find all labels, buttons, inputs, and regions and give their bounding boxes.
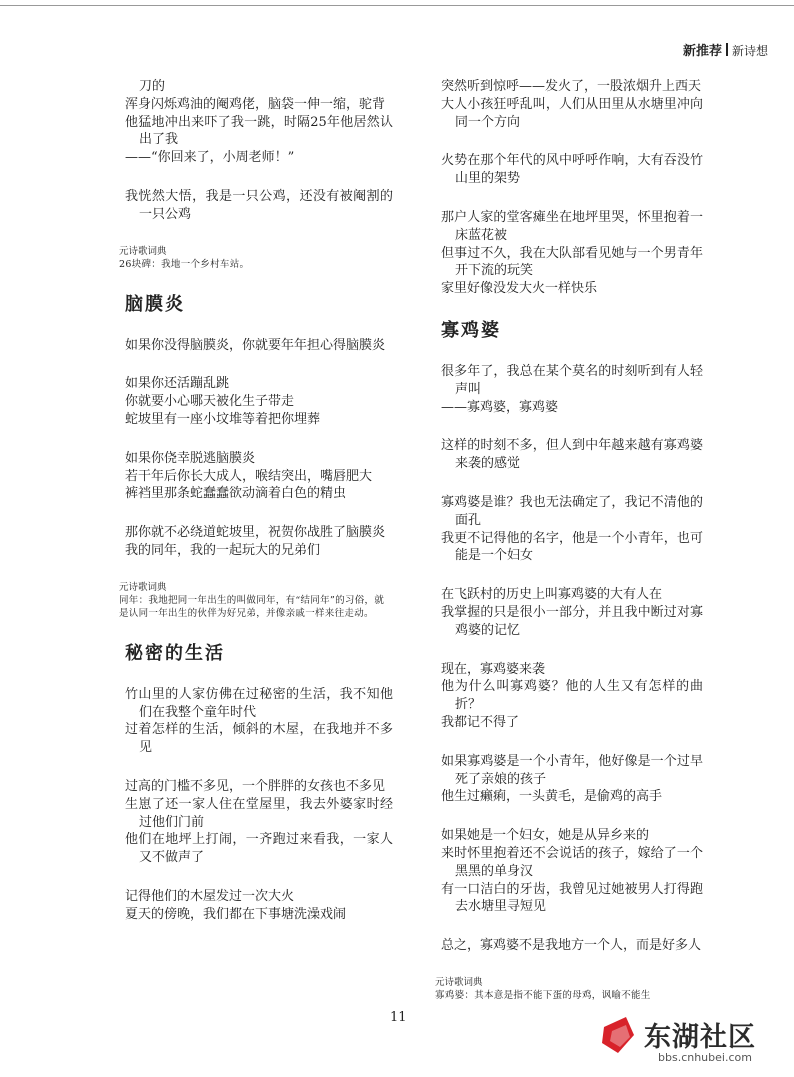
poem-line: 你就要小心哪天被化生子带走 (125, 394, 295, 410)
poem-line: 那户人家的堂客瘫坐在地坪里哭，怀里抱着一床蓝花被 (441, 209, 703, 243)
stanza (441, 937, 703, 955)
stanza (125, 524, 393, 560)
stanza (441, 363, 703, 416)
stanza (125, 450, 393, 503)
poem-line: 浑身闪烁鸡油的阉鸡佬，脑袋一伸一缩，驼背 (125, 96, 386, 112)
stanza (441, 494, 703, 565)
poem-line: 很多年了，我总在某个莫名的时刻听到有人轻声叫 (441, 363, 703, 397)
poem-line: 寡鸡婆是谁？我也无法确定了，我记不清他的面孔 (441, 494, 703, 528)
stanza (441, 437, 703, 473)
page-number: 11 (390, 1010, 407, 1025)
stanza (441, 78, 703, 131)
poem-line: 过高的门槛不多见，一个胖胖的女孩也不多见 (125, 778, 386, 794)
poem-line: 生崽了还一家人住在堂屋里，我去外婆家时经过他们门前 (125, 796, 393, 830)
poem-line: 他猛地冲出来吓了我一跳，时隔25年他居然认出了我 (125, 114, 393, 148)
stanza (125, 375, 393, 428)
stanza (441, 209, 703, 298)
poem-line: ——“你回来了，小周老师！” (125, 150, 295, 166)
stanza (125, 78, 393, 167)
poem-line: 夏天的傍晚，我们都在下事塘洗澡戏闹 (125, 906, 347, 922)
poem-body (125, 686, 393, 924)
poem-line: 家里好像没发大火一样快乐 (441, 281, 598, 297)
stanza (441, 586, 703, 639)
poem-line: 他为什么叫寡鸡婆？他的人生又有怎样的曲折？ (441, 679, 703, 713)
poem-line: 若干年后你长大成人，喉结突出，嘴唇肥大 (125, 468, 373, 484)
poem-line: 裤裆里那条蛇蠢蠢欲动滴着白色的精虫 (125, 486, 347, 502)
poem-line: 火势在那个年代的风中呼呼作响，大有吞没竹山里的架势 (441, 153, 703, 187)
poem-line: 但事过不久，我在大队部看见她与一个男青年开下流的玩笑 (441, 245, 703, 279)
note-text: 同年：我地把同一年出生的叫做同年，有“结同年”的习俗，就是认同一年出生的伙伴为好兄弟，并像亲戚一样来往走动。 (119, 594, 385, 619)
poem-line: 我恍然大悟，我是一只公鸡，还没有被阉割的一只公鸡 (125, 188, 393, 222)
stanza (441, 661, 703, 732)
stanza (441, 827, 703, 916)
poem-line: 在飞跃村的历史上叫寡鸡婆的大有人在 (441, 587, 663, 603)
stanza (125, 778, 393, 867)
poem-title: 秘密的生活 (125, 642, 225, 664)
poem-line: 那你就不必绕道蛇坡里，祝贺你战胜了脑膜炎 (125, 525, 386, 541)
poem-line: 他们在地坪上打闹，一齐跑过来看我，一家人又不做声了 (125, 832, 393, 866)
note-text: 寡鸡婆：其本意是指不能下蛋的母鸡，讽喻不能生 (435, 989, 651, 1001)
poem-line: 如果你侥幸脱逃脑膜炎 (125, 450, 256, 466)
stanza (441, 152, 703, 188)
note-title: 元诗歌词典 (119, 245, 167, 257)
poem-continuation (125, 78, 393, 224)
stanza (441, 753, 703, 806)
poem-line: 突然听到惊呼——发火了，一股浓烟升上西天 (441, 79, 702, 94)
poem-line: 他生过癞痢，一头黄毛，是偷鸡的高手 (441, 789, 663, 805)
watermark-url: bbs.cnhubei.com (658, 1051, 752, 1064)
poem-line: 过着怎样的生活，倾斜的木屋，在我地并不多见 (125, 722, 393, 756)
poem-line: 竹山里的人家仿佛在过秘密的生活，我不知他们在我整个童年时代 (125, 686, 393, 720)
poem-title: 寡鸡婆 (441, 319, 501, 341)
poem-line: 蛇坡里有一座小坟堆等着把你埋葬 (125, 411, 321, 427)
stanza (125, 888, 393, 924)
dictionary-note (119, 245, 393, 271)
poem-line: 总之，寡鸡婆不是我地方一个人，而是好多人 (441, 938, 702, 954)
poem-line: 有一口洁白的牙齿，我曾见过她被男人打得跑去水塘里寻短见 (441, 881, 703, 915)
poem-line: 我掌握的只是很小一部分，并且我中断过对寡鸡婆的记忆 (441, 604, 703, 638)
poem-line: 如果你没得脑膜炎，你就要年年担心得脑膜炎 (125, 337, 386, 353)
header-separator (726, 43, 728, 56)
left-column (119, 78, 393, 945)
note-text: 26块碑：我地一个乡村车站。 (119, 258, 250, 270)
poem-line: 如果你还活蹦乱跳 (125, 376, 230, 392)
poem-line: 大人小孩狂呼乱叫，人们从田里从水塘里冲向同一个方向 (441, 96, 703, 130)
poem-body (441, 363, 703, 955)
poem-line: 来时怀里抱着还不会说话的孩子，嫁给了一个黑黑的单身汉 (441, 845, 703, 879)
poem-line: 如果她是一个妇女，她是从异乡来的 (441, 828, 650, 844)
header-subsection: 新诗想 (731, 44, 768, 58)
poem-continuation (441, 78, 703, 298)
stanza (125, 686, 393, 757)
stanza (125, 337, 393, 355)
top-rule (0, 5, 794, 6)
poem-line: 这样的时刻不多，但人到中年越来越有寡鸡婆来袭的感觉 (441, 438, 703, 472)
dictionary-note (119, 581, 393, 620)
poem-line: ——寡鸡婆，寡鸡婆 (441, 399, 559, 415)
watermark-text: 东湖社区 (644, 1022, 756, 1053)
poem-line: 我都记不得了 (441, 714, 520, 730)
note-title: 元诗歌词典 (435, 976, 483, 988)
poem-line: 如果寡鸡婆是一个小青年，他好像是一个过早死了亲娘的孩子 (441, 753, 703, 787)
poem-line: 我更不记得他的名字，他是一个小青年，也可能是一个妇女 (441, 530, 703, 564)
dictionary-note (435, 976, 703, 1002)
section-header (683, 40, 768, 59)
community-logo-icon (596, 1013, 640, 1057)
watermark (596, 1009, 786, 1069)
poem-line: 我的同年，我的一起玩大的兄弟们 (125, 542, 321, 558)
right-column (435, 78, 703, 1024)
note-title: 元诗歌词典 (119, 581, 167, 593)
poem-line: 现在，寡鸡婆来袭 (441, 661, 546, 677)
poem-title: 脑膜炎 (125, 293, 185, 315)
header-section: 新推荐 (682, 44, 722, 59)
poem-body (125, 337, 393, 560)
poem-line: 刀的 (139, 79, 166, 94)
poem-line: 记得他们的木屋发过一次大火 (125, 888, 295, 904)
stanza (125, 188, 393, 224)
